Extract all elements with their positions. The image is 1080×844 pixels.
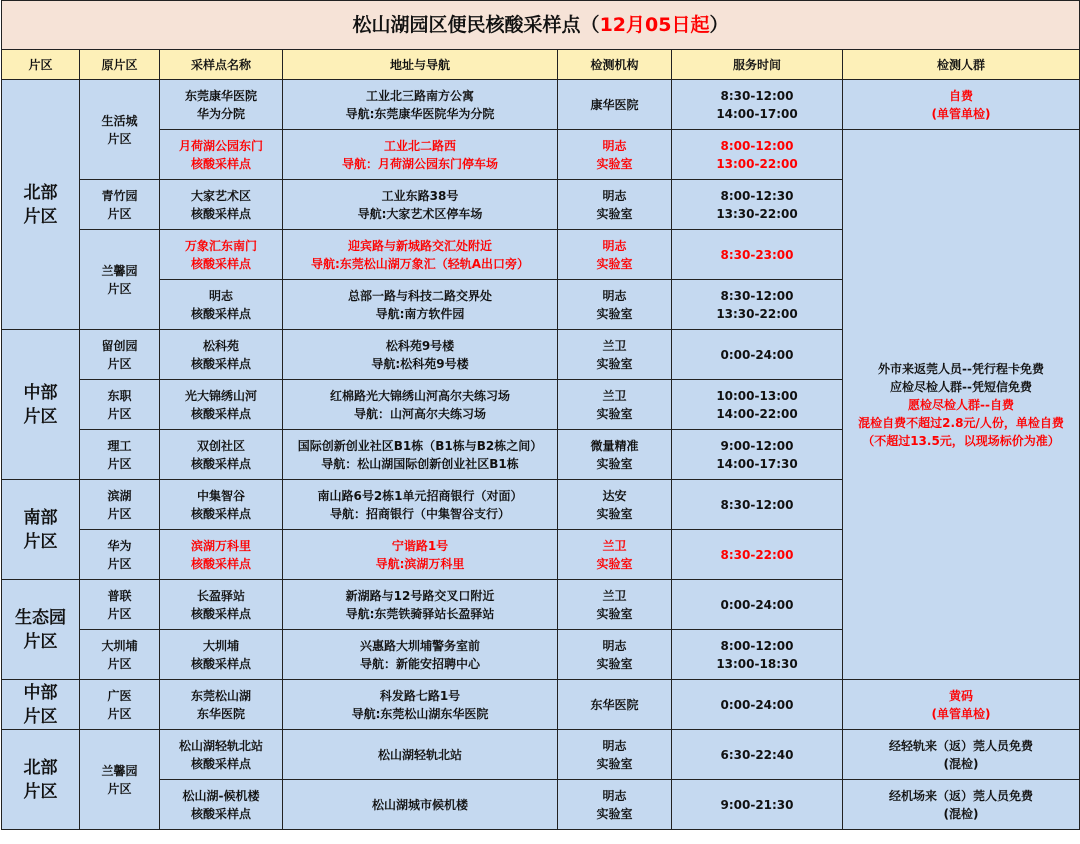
site-name-cell: 中集智谷 核酸采样点: [160, 480, 283, 530]
original-zone-cell: 大圳埔 片区: [80, 630, 160, 680]
test-org-cell: 兰卫 实验室: [558, 580, 672, 630]
address-cell: 新湖路与12号路交叉口附近 导航:东莞铁骑驿站长盈驿站: [283, 580, 558, 630]
address-cell: 工业北二路西 导航：月荷湖公园东门停车场: [283, 130, 558, 180]
service-time-cell: 9:00-21:30: [672, 780, 843, 830]
site-name-cell: 明志 核酸采样点: [160, 280, 283, 330]
service-time-cell: 8:30-12:00: [672, 480, 843, 530]
address-cell: 兴惠路大圳埔警务室前 导航：新能安招聘中心: [283, 630, 558, 680]
test-org-cell: 兰卫 实验室: [558, 330, 672, 380]
test-org-cell: 东华医院: [558, 680, 672, 730]
site-name-cell: 滨湖万科里 核酸采样点: [160, 530, 283, 580]
site-name-cell: 东莞康华医院 华为分院: [160, 80, 283, 130]
site-name-cell: 万象汇东南门 核酸采样点: [160, 230, 283, 280]
original-zone-cell: 普联 片区: [80, 580, 160, 630]
original-zone-cell: 理工 片区: [80, 430, 160, 480]
col-header-address: 地址与导航: [283, 50, 558, 80]
target-group-cell: 经轻轨来（返）莞人员免费 (混检): [843, 730, 1080, 780]
test-org-cell: 明志 实验室: [558, 180, 672, 230]
site-name-cell: 大家艺术区 核酸采样点: [160, 180, 283, 230]
test-org-cell: 兰卫 实验室: [558, 530, 672, 580]
service-time-cell: 10:00-13:00 14:00-22:00: [672, 380, 843, 430]
table-row: [2, 780, 1080, 830]
original-zone-cell: 华为 片区: [80, 530, 160, 580]
zone-cell: 北部 片区: [2, 80, 80, 330]
service-time-cell: 0:00-24:00: [672, 580, 843, 630]
site-name-cell: 松山湖-候机楼 核酸采样点: [160, 780, 283, 830]
test-org-cell: 明志 实验室: [558, 230, 672, 280]
site-name-cell: 双创社区 核酸采样点: [160, 430, 283, 480]
zone-cell: 南部 片区: [2, 480, 80, 580]
service-time-cell: 0:00-24:00: [672, 680, 843, 730]
service-time-cell: 9:00-12:00 14:00-17:30: [672, 430, 843, 480]
address-cell: 总部一路与科技二路交界处 导航:南方软件园: [283, 280, 558, 330]
test-org-cell: 明志 实验室: [558, 280, 672, 330]
service-time-cell: 8:30-12:00 13:30-22:00: [672, 280, 843, 330]
service-time-cell: 8:00-12:00 13:00-18:30: [672, 630, 843, 680]
site-name-cell: 大圳埔 核酸采样点: [160, 630, 283, 680]
address-cell: 红棉路光大锦绣山河高尔夫练习场 导航：山河高尔夫练习场: [283, 380, 558, 430]
col-header-service-time: 服务时间: [672, 50, 843, 80]
site-name-cell: 松山湖轻轨北站 核酸采样点: [160, 730, 283, 780]
service-time-cell: 8:30-12:00 14:00-17:00: [672, 80, 843, 130]
original-zone-cell: 兰馨园 片区: [80, 230, 160, 330]
col-header-original-zone: 原片区: [80, 50, 160, 80]
test-org-cell: 微量精准 实验室: [558, 430, 672, 480]
original-zone-cell: 广医 片区: [80, 680, 160, 730]
start-date: 12月05日起: [599, 14, 710, 36]
zone-cell: 北部 片区: [2, 730, 80, 830]
original-zone-cell: 东职 片区: [80, 380, 160, 430]
site-name-cell: 松科苑 核酸采样点: [160, 330, 283, 380]
zone-cell: 生态园 片区: [2, 580, 80, 680]
site-name-cell: 月荷湖公园东门 核酸采样点: [160, 130, 283, 180]
address-cell: 南山路6号2栋1单元招商银行（对面） 导航：招商银行（中集智谷支行）: [283, 480, 558, 530]
address-cell: 科发路七路1号 导航:东莞松山湖东华医院: [283, 680, 558, 730]
original-zone-cell: 青竹园 片区: [80, 180, 160, 230]
test-org-cell: 达安 实验室: [558, 480, 672, 530]
address-cell: 松科苑9号楼 导航:松科苑9号楼: [283, 330, 558, 380]
address-cell: 宁谐路1号 导航:滨湖万科里: [283, 530, 558, 580]
service-time-cell: 0:00-24:00: [672, 330, 843, 380]
service-time-cell: 8:30-22:00: [672, 530, 843, 580]
service-time-cell: 8:00-12:30 13:30-22:00: [672, 180, 843, 230]
zone-cell: 中部 片区: [2, 680, 80, 730]
address-cell: 工业东路38号 导航:大家艺术区停车场: [283, 180, 558, 230]
col-header-target-group: 检测人群: [843, 50, 1080, 80]
table-row: [2, 680, 1080, 730]
test-org-cell: 明志 实验室: [558, 630, 672, 680]
test-org-cell: 明志 实验室: [558, 780, 672, 830]
address-cell: 松山湖城市候机楼: [283, 780, 558, 830]
table-row: [2, 130, 1080, 180]
zone-cell: 中部 片区: [2, 330, 80, 480]
test-org-cell: 康华医院: [558, 80, 672, 130]
test-org-cell: 兰卫 实验室: [558, 380, 672, 430]
nucleic-test-sites-table: [1, 0, 1080, 830]
table-row: [2, 80, 1080, 130]
col-header-site-name: 采样点名称: [160, 50, 283, 80]
address-cell: 迎宾路与新城路交汇处附近 导航:东莞松山湖万象汇（轻轨A出口旁）: [283, 230, 558, 280]
col-header-test-org: 检测机构: [558, 50, 672, 80]
site-name-cell: 光大锦绣山河 核酸采样点: [160, 380, 283, 430]
page-title: 松山湖园区便民核酸采样点（12月05日起）: [2, 1, 1080, 50]
test-org-cell: 明志 实验室: [558, 730, 672, 780]
target-group-main-cell: 外市来返莞人员--凭行程卡免费 应检尽检人群--凭短信免费 愿检尽检人群--自费 混检自费不超过2.8元/人份，单检自费 （不超过13.5元，以现场标价为准）: [843, 130, 1080, 680]
original-zone-cell: 兰馨园 片区: [80, 730, 160, 830]
original-zone-cell: 生活城 片区: [80, 80, 160, 180]
address-cell: 工业北三路南方公寓 导航:东莞康华医院华为分院: [283, 80, 558, 130]
service-time-cell: 8:30-23:00: [672, 230, 843, 280]
original-zone-cell: 滨湖 片区: [80, 480, 160, 530]
service-time-cell: 8:00-12:00 13:00-22:00: [672, 130, 843, 180]
address-cell: 国际创新创业社区B1栋（B1栋与B2栋之间） 导航：松山湖国际创新创业社区B1栋: [283, 430, 558, 480]
header-row: [2, 50, 1080, 80]
site-name-cell: 长盈驿站 核酸采样点: [160, 580, 283, 630]
title-row: [2, 1, 1080, 50]
col-header-zone: 片区: [2, 50, 80, 80]
site-name-cell: 东莞松山湖 东华医院: [160, 680, 283, 730]
target-group-cell: 黄码 (单管单检): [843, 680, 1080, 730]
table-row: [2, 730, 1080, 780]
service-time-cell: 6:30-22:40: [672, 730, 843, 780]
target-group-cell: 经机场来（返）莞人员免费 (混检): [843, 780, 1080, 830]
address-cell: 松山湖轻轨北站: [283, 730, 558, 780]
test-org-cell: 明志 实验室: [558, 130, 672, 180]
original-zone-cell: 留创园 片区: [80, 330, 160, 380]
target-group-cell: 自费 (单管单检): [843, 80, 1080, 130]
